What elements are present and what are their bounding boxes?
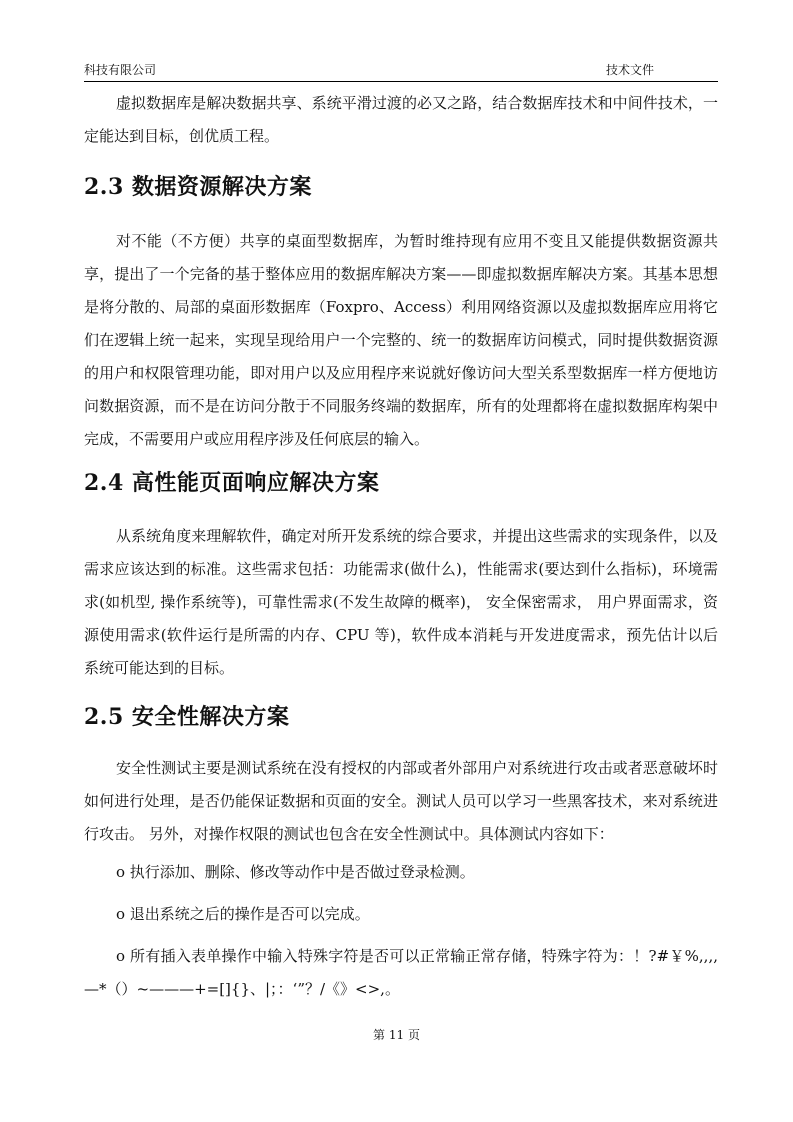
list-item: o 所有插入表单操作中输入特殊字符是否可以正常输正常存储，特殊字符为：！?#￥%,,,,—*（）~———+=[]{}、|；：‘”？/《》<>,。 [84, 947, 718, 998]
page-header [84, 61, 718, 82]
section-paragraph-2-4: 从系统角度来理解软件，确定对所开发系统的综合要求，并提出这些需求的实现条件，以及需求应该达到的标准。这些需求包括：功能需求(做什么)，性能需求(要达到什么指标)，环境需求(如机型, 操作系统等)，可靠性需求(不发生故障的概率)， 安全保密需求， 用户界面需求，资源使用需求(软件运行是所需的内存、CPU 等)，软件成本消耗与开发进度需求，预先估计以后系统可能达到的目标。 [84, 527, 718, 677]
page-number: 第 11 页 [373, 1028, 420, 1042]
section-heading-2-3: 2.3 数据资源解决方案 [84, 174, 312, 200]
section-paragraph-2-3: 对不能（不方便）共享的桌面型数据库，为暂时维持现有应用不变且又能提供数据资源共享，提出了一个完备的基于整体应用的数据库解决方案——即虚拟数据库解决方案。其基本思想是将分散的、局部的桌面形数据库（Foxpro、Access）利用网络资源以及虚拟数据库应用将它们在逻辑上统一起来，实现呈现给用户一个完整的、统一的数据库访问模式，同时提供数据资源的用户和权限管理功能，即对用户以及应用程序来说就好像访问大型关系型数据库一样方便地访问数据资源，而不是在访问分散于不同服务终端的数据库，所有的处理都将在虚拟数据库构架中完成，不需要用户或应用程序涉及任何底层的输入。 [84, 232, 718, 448]
intro-paragraph: 虚拟数据库是解决数据共享、系统平滑过渡的必又之路，结合数据库技术和中间件技术，一定能达到目标，创优质工程。 [84, 94, 718, 145]
section-heading-2-5: 2.5 安全性解决方案 [84, 704, 290, 730]
list-item: o 执行添加、删除、修改等动作中是否做过登录检测。 [116, 863, 475, 881]
section-paragraph-2-5: 安全性测试主要是测试系统在没有授权的内部或者外部用户对系统进行攻击或者恶意破坏时如何进行处理，是否仍能保证数据和页面的安全。测试人员可以学习一些黑客技术，来对系统进行攻击。 另外，对操作权限的测试也包含在安全性测试中。具体测试内容如下： [84, 759, 718, 843]
section-heading-2-4: 2.4 高性能页面响应解决方案 [84, 470, 380, 496]
header-doc-type: 技术文件 [606, 63, 655, 77]
header-company: 科技有限公司 [84, 63, 157, 77]
list-item: o 退出系统之后的操作是否可以完成。 [116, 905, 370, 923]
